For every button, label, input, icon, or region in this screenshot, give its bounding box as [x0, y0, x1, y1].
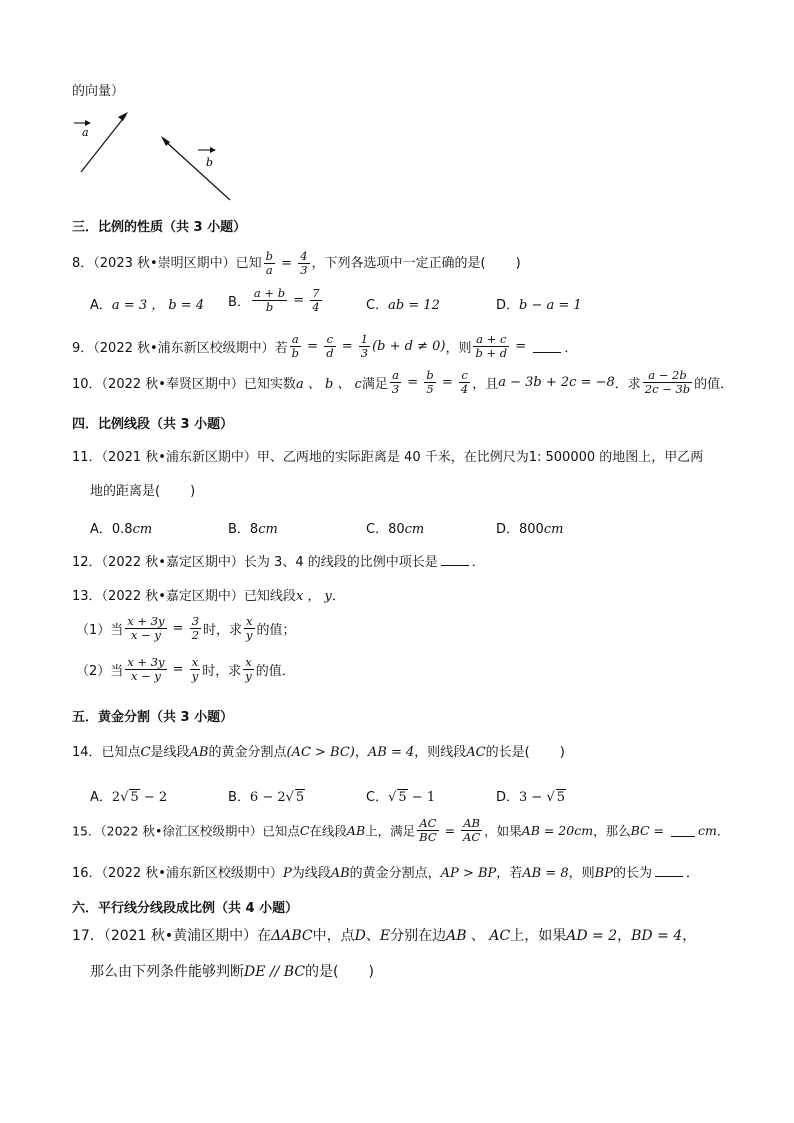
- q14-option-c[interactable]: C．√ 5 − 1: [366, 790, 436, 805]
- question-17-line-2: 那么由下列条件能够判断DE // BC的是( ): [90, 964, 374, 980]
- q14-option-d[interactable]: D．3 − √ 5: [496, 790, 566, 805]
- q14-option-b[interactable]: B．6 − 2√ 5: [228, 790, 305, 805]
- section-5-heading: 五．黄金分割（共 3 小题）: [72, 710, 234, 725]
- vector-b-label: b: [206, 156, 214, 169]
- q11-option-a[interactable]: A．0.8cm: [90, 522, 153, 537]
- question-11-line-2: 地的距离是( ): [90, 484, 196, 499]
- question-16: 16．（2022 秋•浦东新区校级期中）P为线段AB的黄金分割点，AP > BP，若AB = 8，则BP的长为 ．: [72, 866, 700, 881]
- q14-option-a[interactable]: A．2√ 5 − 2: [90, 790, 168, 805]
- q11-option-d[interactable]: D．800cm: [496, 522, 564, 537]
- q9-answer-blank[interactable]: [533, 340, 561, 353]
- q8-option-b[interactable]: B． $\frac{a + b}{b}$ = $\frac{7}{4}$: [228, 286, 320, 315]
- section-3-heading: 三．比例的性质（共 3 小题）: [72, 220, 247, 235]
- q16-answer-blank[interactable]: [655, 864, 683, 877]
- vector-a-label: a: [82, 126, 89, 139]
- question-9: 9．（2022 秋•浦东新区校级期中）若 $\frac{a}{b}$ = $\frac{c}{d}$ = $\frac{1}{3}$ (b + d ≠ 0)，则 $\frac{a + c}{b + d}$ = ．: [72, 332, 578, 361]
- question-8: 8．（2023 秋•崇明区期中）已知 $\frac{b}{a}$ = $\frac{4}{3}$ ，下列各选项中一定正确的是( ): [72, 249, 521, 278]
- question-13: 13．（2022 秋•嘉定区期中）已知线段x ， y．: [72, 589, 345, 604]
- question-15: 15．（2022 秋•徐汇区校级期中）已知点C在线段AB上，满足 $\frac{AC}{BC}$ = $\frac{AB}{AC}$ ，如果AB = 20cm，那么BC = cm．: [72, 816, 730, 845]
- question-12: 12．（2022 秋•嘉定区期中）长为 3、4 的线段的比例中项长是 ．: [72, 555, 485, 570]
- question-14: 14．已知点C是线段AB的黄金分割点(AC > BC)，AB = 4，则线段AC的长是( ): [72, 745, 565, 760]
- question-10: 10．（2022 秋•奉贤区期中）已知实数a 、 b 、 c满足 $\frac{a}{3}$ = $\frac{b}{5}$ = $\frac{c}{4}$ ，且a − 3b + 2c = −8．求 $\frac{a - 2b}{2c - 3b}$ 的值．: [72, 368, 734, 397]
- q11-option-b[interactable]: B．8cm: [228, 522, 278, 537]
- section-6-heading: 六．平行线分线段成比例（共 4 小题）: [72, 901, 299, 916]
- q15-answer-blank[interactable]: [671, 824, 695, 837]
- frac: $\frac{b}{a}$: [265, 249, 274, 278]
- q11-option-c[interactable]: C．80cm: [366, 522, 425, 537]
- question-17-line-1: 17．（2021 秋•黄浦区期中）在ΔABC中，点D、E分别在边AB 、 AC上，如果AD = 2，BD = 4，: [72, 928, 697, 944]
- question-11-line-1: 11．（2021 秋•浦东新区期中）甲、乙两地的实际距离是 40 千米，在比例尺为1: 500000 的地图上，甲乙两: [72, 450, 704, 465]
- intro-text: 的向量）: [72, 84, 125, 99]
- question-13-part-1: （1）当 $\frac{x + 3y}{x - y}$ = $\frac{3}{2}$ 时，求 $\frac{x}{y}$ 的值；: [76, 614, 296, 643]
- q8-option-a[interactable]: A．a = 3 ， b = 4: [90, 298, 205, 313]
- section-4-heading: 四．比例线段（共 3 小题）: [72, 417, 234, 432]
- question-13-part-2: （2）当 $\frac{x + 3y}{x - y}$ = $\frac{x}{y}$ 时，求 $\frac{x}{y}$ 的值．: [76, 655, 295, 684]
- vector-figure: [60, 100, 260, 205]
- q8-option-c[interactable]: C．ab = 12: [366, 298, 440, 313]
- q12-answer-blank[interactable]: [441, 553, 469, 566]
- q8-option-d[interactable]: D．b − a = 1: [496, 298, 582, 313]
